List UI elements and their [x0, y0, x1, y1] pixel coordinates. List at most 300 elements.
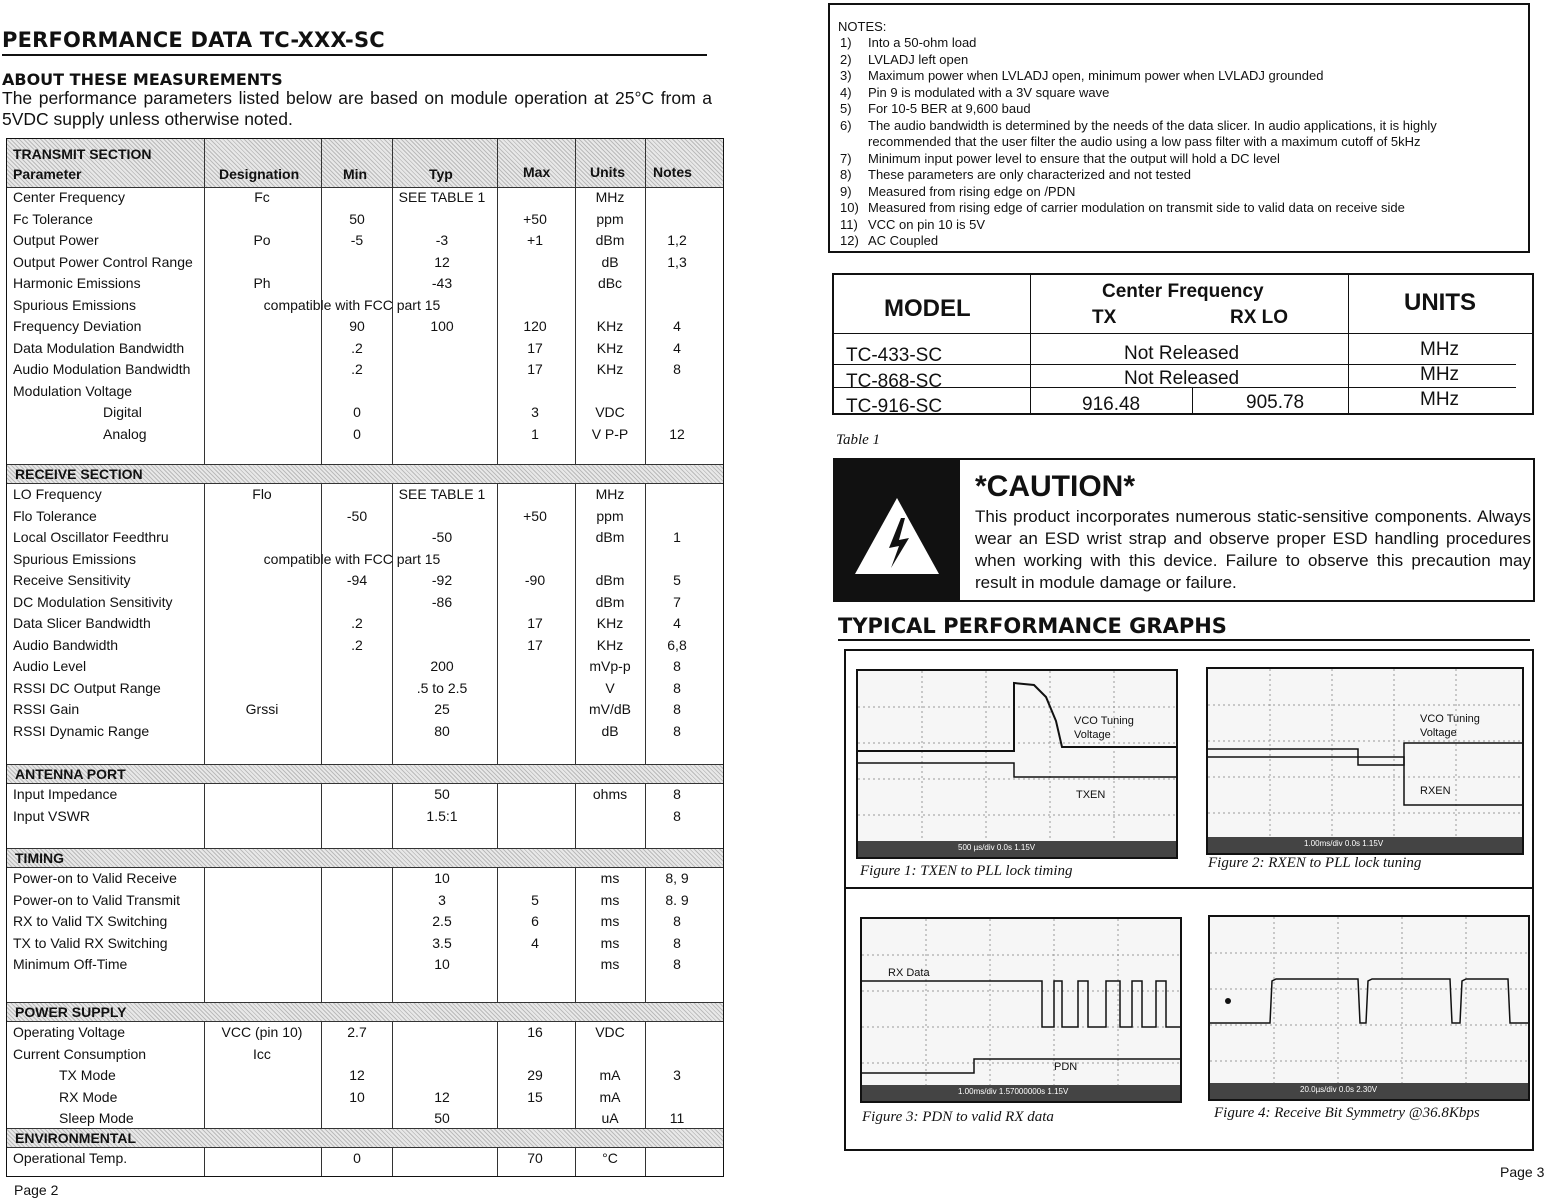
- units-cell: mA: [599, 1067, 621, 1083]
- page-title: PERFORMANCE DATA TC-XXX-SC: [2, 28, 707, 56]
- notes-cell: 8: [673, 658, 681, 674]
- fig2-label: RXEN: [1420, 785, 1451, 797]
- table-row: [7, 1108, 723, 1129]
- table-row: [7, 806, 723, 827]
- table-row: [7, 1044, 723, 1065]
- units-cell: uA: [601, 1110, 619, 1126]
- notes-cell: 4: [673, 615, 681, 631]
- max-cell: 17: [527, 361, 543, 377]
- parameter-cell: Data Slicer Bandwidth: [13, 615, 151, 631]
- typ-cell: 10: [434, 956, 450, 972]
- caution-box: [833, 458, 1535, 602]
- parameter-cell: Center Frequency: [13, 189, 126, 205]
- note-text: Into a 50-ohm load: [868, 35, 977, 50]
- fig3-label: RX Data: [888, 967, 930, 979]
- units-cell: KHz: [596, 361, 624, 377]
- header-max: Max: [523, 164, 551, 180]
- table-row: [7, 424, 723, 445]
- table1-cf-header: Center Frequency: [1102, 281, 1264, 302]
- caution-title: *CAUTION*: [975, 470, 1136, 503]
- table-row: [7, 295, 723, 316]
- units-cell: dBm: [595, 572, 625, 588]
- notes-cell: 1: [673, 529, 681, 545]
- notes-title: NOTES:: [838, 19, 887, 34]
- table-row: [7, 592, 723, 613]
- table1-rx-value: 905.78: [1246, 392, 1305, 413]
- parameter-cell: Spurious Emissions: [13, 550, 136, 567]
- notes-cell: 8: [673, 722, 681, 739]
- min-cell: .2: [351, 636, 363, 653]
- notes-cell: 8: [673, 956, 681, 972]
- caution-body: This product incorporates numerous static-sensitive components. Always wear an ESD wrist strap and observe proper ESD handling procedures when working with this device. Failure to observe this precaution may result in module damage or failure.: [975, 507, 1531, 592]
- figure-3-caption: Figure 3: PDN to valid RX data: [862, 1109, 1054, 1125]
- table1-units: MHz: [1420, 389, 1460, 410]
- units-cell: dBm: [595, 529, 625, 545]
- notes-cell: 8: [673, 701, 681, 717]
- max-cell: -90: [524, 572, 546, 588]
- units-cell: dBc: [597, 275, 623, 291]
- graphs-title: TYPICAL PERFORMANCE GRAPHS: [838, 614, 1530, 641]
- table-row: [7, 570, 723, 591]
- table-row: [7, 1087, 723, 1108]
- table-row: [7, 1022, 723, 1043]
- figure-4-scope: [1208, 915, 1530, 1101]
- min-cell: 0: [353, 1150, 361, 1166]
- units-cell: dBm: [595, 593, 625, 610]
- table-row: [7, 209, 723, 230]
- note-text: For 10-5 BER at 9,600 baud: [868, 101, 1031, 116]
- span-cell: compatible with FCC part 15: [263, 550, 441, 567]
- min-cell: .2: [351, 339, 363, 356]
- note-number: 12): [840, 233, 859, 248]
- parameter-cell: Digital: [103, 404, 142, 420]
- units-cell: ms: [600, 934, 620, 951]
- note-number: 9): [840, 183, 852, 199]
- table-row: [7, 230, 723, 251]
- parameter-cell: Analog: [103, 425, 147, 442]
- units-cell: V: [605, 679, 615, 696]
- parameter-cell: Fc Tolerance: [13, 210, 93, 227]
- typ-cell: -92: [431, 572, 453, 588]
- note-line: [840, 68, 1323, 85]
- fig2-label: VCO Tuning: [1420, 713, 1480, 725]
- notes-cell: 7: [673, 593, 681, 610]
- notes-cell: 8: [673, 361, 681, 377]
- typ-cell: 10: [434, 870, 450, 886]
- typ-cell: 3: [438, 891, 446, 908]
- note-number: 5): [840, 101, 852, 116]
- table1-units: MHz: [1420, 364, 1460, 385]
- note-text: AC Coupled: [868, 233, 939, 248]
- high-voltage-warning-icon: [835, 460, 960, 600]
- table-row: [7, 911, 723, 932]
- notes-cell: 1,2: [667, 232, 687, 248]
- header-notes: Notes: [653, 164, 692, 180]
- fig1-label: TXEN: [1076, 789, 1106, 801]
- parameter-cell: RX to Valid TX Switching: [13, 913, 168, 929]
- section-title: ENVIRONMENTAL: [15, 1130, 137, 1146]
- max-cell: 15: [527, 1088, 543, 1105]
- notes-cell: 5: [673, 572, 681, 588]
- parameter-cell: Receive Sensitivity: [13, 572, 131, 588]
- table-row: [7, 506, 723, 527]
- fig3-scale-readout: 1.00ms/div 1.57000000s 1.15V: [958, 1087, 1069, 1096]
- note-text: VCC on pin 10 is 5V: [868, 216, 986, 232]
- note-number: 6): [840, 117, 852, 133]
- table1-model-header: MODEL: [884, 295, 971, 322]
- designation-cell: Ph: [253, 275, 271, 291]
- figure-3-scope: [860, 917, 1182, 1103]
- notes-cell: 8, 9: [665, 870, 689, 886]
- parameter-cell: Local Oscillator Feedthru: [13, 529, 169, 545]
- header-transmit-section: TRANSMIT SECTION: [13, 146, 152, 162]
- notes-cell: 8: [673, 786, 681, 802]
- note-text: Minimum input power level to ensure that the output will hold a DC level: [868, 150, 1280, 166]
- note-text: Measured from rising edge of carrier modulation on transmit side to valid data on receive side: [868, 200, 1405, 215]
- notes-cell: 8: [673, 934, 681, 951]
- table-row: [7, 359, 723, 380]
- note-text: The audio bandwidth is determined by the needs of the data slicer. In audio applications, it is highly: [868, 117, 1437, 133]
- parameter-cell: Power-on to Valid Transmit: [13, 891, 181, 908]
- units-cell: VDC: [595, 404, 625, 420]
- designation-cell: VCC (pin 10): [221, 1024, 303, 1040]
- table1-merged: Not Released: [1124, 368, 1240, 389]
- units-cell: dB: [601, 722, 619, 739]
- fig1-label: Voltage: [1074, 729, 1111, 741]
- figure-2-scope: [1206, 667, 1524, 855]
- parameter-cell: Spurious Emissions: [13, 296, 136, 313]
- parameter-cell: RSSI Dynamic Range: [13, 722, 150, 739]
- section-band: [7, 1002, 723, 1022]
- header-typ: Typ: [429, 166, 453, 182]
- typ-cell: 12: [434, 253, 450, 270]
- typ-cell: 2.5: [432, 913, 452, 929]
- parameter-cell: Input Impedance: [13, 786, 118, 802]
- header-min: Min: [343, 166, 368, 182]
- note-line: [840, 167, 1191, 184]
- designation-cell: Po: [253, 232, 271, 248]
- parameter-cell: Audio Level: [13, 658, 87, 674]
- parameter-cell: Input VSWR: [13, 807, 91, 824]
- parameter-cell: Modulation Voltage: [13, 382, 133, 399]
- typ-cell: -86: [431, 593, 453, 610]
- table1-merged: Not Released: [1124, 343, 1240, 364]
- table-row: [7, 1065, 723, 1086]
- table-row: [7, 381, 723, 402]
- figure-2-caption: Figure 2: RXEN to PLL lock tuning: [1208, 855, 1422, 871]
- performance-table: [6, 138, 724, 1177]
- parameter-cell: Data Modulation Bandwidth: [13, 339, 185, 356]
- note-text: Maximum power when LVLADJ open, minimum power when LVLADJ grounded: [868, 68, 1324, 83]
- note-number: 7): [840, 150, 852, 166]
- designation-cell: Icc: [253, 1045, 271, 1062]
- table1-model: TC-916-SC: [846, 396, 943, 417]
- table-header: [7, 139, 723, 188]
- max-cell: 120: [523, 318, 547, 334]
- fig1-label: VCO Tuning: [1074, 715, 1134, 727]
- typ-cell: 50: [434, 1110, 450, 1126]
- section-title: RECEIVE SECTION: [15, 466, 143, 482]
- max-cell: +50: [523, 507, 547, 524]
- note-line: [840, 101, 1031, 118]
- note-number: 3): [840, 68, 852, 83]
- notes-cell: 8: [673, 913, 681, 929]
- notes-cell: 4: [673, 339, 681, 356]
- units-cell: ppm: [596, 210, 624, 227]
- table-row: [7, 316, 723, 337]
- page-number-right: Page 3: [1500, 1164, 1545, 1180]
- parameter-cell: TX Mode: [59, 1067, 116, 1083]
- header-designation: Designation: [219, 166, 300, 182]
- fig2-label: Voltage: [1420, 727, 1457, 739]
- intro-paragraph: The performance parameters listed below are based on module operation at 25°C from a 5VDC supply unless otherwise noted.: [2, 88, 712, 129]
- table-row: [7, 1148, 723, 1169]
- note-line: [840, 134, 1421, 151]
- note-number: 4): [840, 84, 852, 100]
- notes-cell: 8: [673, 679, 681, 696]
- notes-cell: 4: [673, 318, 681, 334]
- graphs-box: [844, 649, 1534, 1151]
- table-row: [7, 890, 723, 911]
- table-row: [7, 656, 723, 677]
- table1-units: MHz: [1420, 339, 1460, 360]
- section-band: [7, 1128, 723, 1148]
- notes-box: [828, 3, 1530, 253]
- typ-cell: SEE TABLE 1: [398, 189, 486, 205]
- min-cell: -50: [346, 507, 368, 524]
- min-cell: 10: [349, 1088, 365, 1105]
- units-cell: mVp-p: [589, 658, 631, 674]
- typ-cell: SEE TABLE 1: [398, 486, 486, 502]
- section-title: POWER SUPPLY: [15, 1004, 127, 1020]
- units-cell: ohms: [592, 786, 628, 802]
- parameter-cell: RSSI DC Output Range: [13, 679, 161, 696]
- min-cell: -5: [350, 232, 364, 248]
- note-number: 8): [840, 167, 852, 182]
- units-cell: MHz: [595, 189, 625, 205]
- section-band: [7, 764, 723, 784]
- table1-tx-value: 916.48: [1082, 394, 1141, 415]
- note-number: 10): [840, 200, 859, 215]
- table-row: [7, 635, 723, 656]
- parameter-cell: DC Modulation Sensitivity: [13, 593, 173, 610]
- figure-1-caption: Figure 1: TXEN to PLL lock timing: [860, 863, 1073, 879]
- table1-units-header: UNITS: [1404, 289, 1476, 316]
- header-units: Units: [590, 164, 625, 180]
- designation-cell: Flo: [252, 486, 272, 502]
- max-cell: 70: [527, 1150, 543, 1166]
- min-cell: 12: [349, 1067, 365, 1083]
- typ-cell: .5 to 2.5: [416, 679, 468, 696]
- note-line: [840, 200, 1405, 217]
- table-row: [7, 678, 723, 699]
- table-row: [7, 868, 723, 889]
- note-text: LVLADJ left open: [868, 51, 969, 67]
- note-line: [840, 151, 1280, 168]
- parameter-cell: Output Power: [13, 232, 99, 248]
- units-cell: ms: [600, 891, 620, 908]
- table-row: [7, 784, 723, 805]
- typ-cell: 50: [434, 786, 450, 802]
- note-number: 2): [840, 51, 852, 67]
- notes-cell: 8. 9: [665, 891, 689, 908]
- parameter-cell: Current Consumption: [13, 1045, 147, 1062]
- table-row: [7, 549, 723, 570]
- note-number: 1): [840, 35, 852, 50]
- units-cell: dBm: [595, 232, 625, 248]
- units-cell: VDC: [595, 1024, 625, 1040]
- note-line: [840, 233, 938, 250]
- table-row: [7, 721, 723, 742]
- min-cell: 50: [349, 210, 365, 227]
- min-cell: 90: [349, 318, 365, 334]
- typ-cell: 25: [434, 701, 450, 717]
- max-cell: 1: [531, 425, 539, 442]
- section-band: [7, 464, 723, 484]
- typ-cell: 100: [430, 318, 454, 334]
- table1-rxlo-header: RX LO: [1230, 307, 1289, 328]
- units-cell: ms: [600, 913, 620, 929]
- max-cell: 16: [527, 1024, 543, 1040]
- section-band: [7, 848, 723, 868]
- min-cell: -94: [346, 572, 368, 588]
- note-line: [840, 35, 976, 52]
- units-cell: °C: [602, 1150, 618, 1166]
- note-line: [840, 217, 985, 234]
- typ-cell: -3: [435, 232, 449, 248]
- parameter-cell: Operational Temp.: [13, 1150, 128, 1166]
- max-cell: +50: [523, 210, 547, 227]
- typ-cell: 80: [434, 722, 450, 739]
- parameter-cell: Operating Voltage: [13, 1024, 126, 1040]
- typ-cell: -50: [431, 529, 453, 545]
- note-text: These parameters are only characterized and not tested: [868, 167, 1192, 182]
- units-cell: KHz: [596, 339, 624, 356]
- designation-cell: Grssi: [245, 701, 279, 717]
- typ-cell: 1.5:1: [426, 807, 458, 824]
- units-cell: KHz: [596, 615, 624, 631]
- note-line: [840, 118, 1437, 135]
- note-line: [840, 184, 1075, 201]
- table-1: [832, 273, 1534, 415]
- min-cell: 2.7: [347, 1024, 367, 1040]
- table1-model: TC-433-SC: [846, 345, 943, 366]
- parameter-cell: LO Frequency: [13, 486, 102, 502]
- table-row: [7, 187, 723, 208]
- table1-tx-header: TX: [1092, 307, 1117, 328]
- table-row: [7, 527, 723, 548]
- units-cell: ms: [600, 870, 620, 886]
- table-row: [7, 954, 723, 975]
- figure-4-caption: Figure 4: Receive Bit Symmetry @36.8Kbps: [1214, 1105, 1480, 1121]
- notes-cell: 11: [669, 1110, 685, 1126]
- note-text: Measured from rising edge on /PDN: [868, 183, 1076, 199]
- parameter-cell: Audio Bandwidth: [13, 636, 119, 653]
- fig2-scale-readout: 1.00ms/div 0.0s 1.15V: [1304, 839, 1384, 848]
- header-parameter: Parameter: [13, 166, 82, 182]
- typ-cell: 3.5: [432, 934, 452, 951]
- figure-1-scope: [856, 669, 1178, 859]
- table-row: [7, 402, 723, 423]
- parameter-cell: RSSI Gain: [13, 701, 80, 717]
- units-cell: ms: [600, 956, 620, 972]
- parameter-cell: Frequency Deviation: [13, 318, 142, 334]
- min-cell: .2: [351, 361, 363, 377]
- min-cell: 0: [353, 404, 361, 420]
- notes-cell: 12: [669, 425, 685, 442]
- units-cell: KHz: [596, 636, 624, 653]
- units-cell: MHz: [595, 486, 625, 502]
- max-cell: 17: [527, 636, 543, 653]
- max-cell: 17: [527, 339, 543, 356]
- max-cell: 3: [531, 404, 539, 420]
- typ-cell: -43: [431, 275, 453, 291]
- parameter-cell: Audio Modulation Bandwidth: [13, 361, 191, 377]
- parameter-cell: TX to Valid RX Switching: [13, 934, 168, 951]
- units-cell: ppm: [596, 507, 624, 524]
- units-cell: mA: [599, 1088, 621, 1105]
- notes-cell: 6,8: [667, 636, 687, 653]
- max-cell: 5: [531, 891, 539, 908]
- units-cell: mV/dB: [588, 701, 631, 717]
- table-row: [7, 338, 723, 359]
- span-cell: compatible with FCC part 15: [263, 296, 441, 313]
- section-subtitle: ABOUT THESE MEASUREMENTS: [2, 70, 283, 89]
- note-number: 11): [840, 216, 858, 232]
- min-cell: 0: [353, 425, 361, 442]
- table-row: [7, 613, 723, 634]
- parameter-cell: RX Mode: [59, 1088, 118, 1105]
- max-cell: 29: [527, 1067, 543, 1083]
- max-cell: 4: [531, 934, 539, 951]
- max-cell: +1: [527, 232, 543, 248]
- fig1-scale-readout: 500 µs/div 0.0s 1.15V: [958, 843, 1036, 852]
- section-title: TIMING: [15, 850, 64, 866]
- note-line: [840, 85, 1109, 102]
- max-cell: 6: [531, 913, 539, 929]
- max-cell: 17: [527, 615, 543, 631]
- units-cell: KHz: [596, 318, 624, 334]
- typ-cell: 200: [430, 658, 454, 674]
- designation-cell: Fc: [254, 189, 270, 205]
- page-number-left: Page 2: [14, 1182, 59, 1198]
- note-text: recommended that the user filter the audio using a low pass filter with a maximum cutoff of 5kHz: [868, 134, 1421, 149]
- notes-cell: 3: [673, 1067, 681, 1083]
- notes-cell: 1,3: [667, 253, 687, 270]
- typ-cell: 12: [434, 1088, 450, 1105]
- table-row: [7, 484, 723, 505]
- units-cell: dB: [601, 253, 619, 270]
- parameter-cell: Minimum Off-Time: [13, 956, 128, 972]
- table-row: [7, 252, 723, 273]
- note-line: [840, 52, 968, 69]
- table1-model: TC-868-SC: [846, 371, 943, 392]
- parameter-cell: Sleep Mode: [59, 1110, 134, 1126]
- parameter-cell: Harmonic Emissions: [13, 275, 141, 291]
- table1-caption: Table 1: [836, 432, 881, 448]
- fig4-scale-readout: 20.0µs/div 0.0s 2.30V: [1300, 1085, 1378, 1094]
- min-cell: .2: [351, 615, 363, 631]
- notes-cell: 8: [673, 807, 681, 824]
- section-title: ANTENNA PORT: [15, 766, 126, 782]
- parameter-cell: Flo Tolerance: [13, 507, 97, 524]
- note-text: Pin 9 is modulated with a 3V square wave: [868, 84, 1110, 100]
- parameter-cell: Power-on to Valid Receive: [13, 870, 177, 886]
- table-row: [7, 699, 723, 720]
- table-row: [7, 273, 723, 294]
- table-row: [7, 933, 723, 954]
- units-cell: V P-P: [591, 425, 629, 442]
